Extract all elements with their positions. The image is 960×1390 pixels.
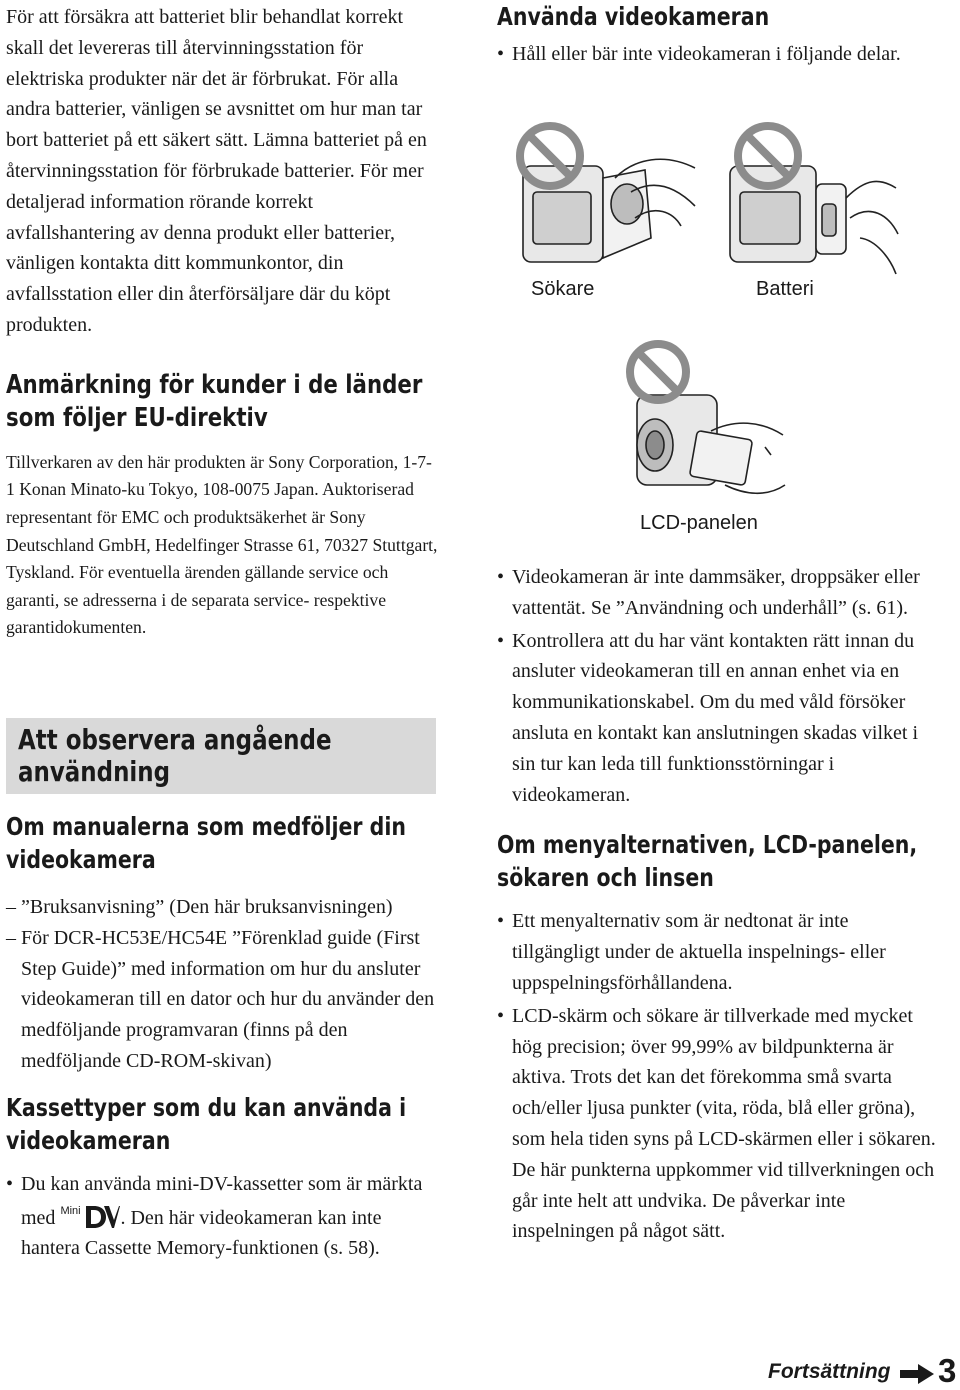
mini-dv-logo: Mini <box>60 1200 120 1230</box>
cassette-heading: Kassettyper som du kan använda i videokameran <box>6 1092 407 1155</box>
camera-battery-illustration <box>720 108 920 278</box>
section-banner: Att observera angående användning <box>6 718 436 794</box>
list-item: • Kontrollera att du har vänt kontakten rätt innan du ansluter videokameran till en annan enhet via en kommunikationskabel. Om du med våld försöker ansluta en kontakt kan anslutningen skadas vilket i sin tur kan leda till funktionsstörningar i videokameran. <box>497 629 919 806</box>
label-lcd: LCD-panelen <box>640 512 758 534</box>
left-column-lower <box>6 810 438 1264</box>
eu-heading: Anmärkning för kunder i de länder som följer EU-direktiv <box>6 369 423 433</box>
camera-heading: Använda videokameran <box>497 2 770 31</box>
hold-bullet: • Håll eller bär inte videokameran i följande delar. <box>497 43 901 65</box>
continue-label: Fortsättning <box>768 1360 891 1383</box>
page-number: 3 <box>938 1352 957 1389</box>
label-battery: Batteri <box>756 278 814 300</box>
list-item: – ”Bruksanvisning” (Den här bruksanvisningen) <box>6 896 393 918</box>
cassette-bullet: • Du kan använda mini-DV-kassetter som är märkta med Mini . Den här videokameran kan inte hantera Cassette Memory-funktionen (s. 58). <box>6 1172 423 1260</box>
list-item: • Ett menyalternativ som är nedtonat är inte tillgängligt under de aktuella inspelnings- eller uppspelningsförhållandena. <box>497 910 886 994</box>
camera-viewfinder-illustration <box>505 108 705 278</box>
arrow-right-icon <box>900 1364 934 1384</box>
list-item: • LCD-skärm och sökare är tillverkade med mycket hög precision; över 99,99% av bildpunkterna är aktiva. Trots det kan det förekomma små svarta och/eller ljusa punkter (vita, röda, blå eller gröna), som hela tiden syns på LCD-skärmen eller i sökaren. De här punkterna uppkommer vid tillverkningen och går inte helt att undvika. De påverkar inte inspelningen på något sätt. <box>497 1004 936 1243</box>
list-item: – För DCR-HC53E/HC54E ”Förenklad guide (First Step Guide)” med information om hur du ansluter videokameran till en dator och hur du använder den medföljande programvaran (finns på den medföljande CD-ROM-skivan) <box>6 926 435 1072</box>
left-column <box>6 0 438 642</box>
camera-lcd-illustration <box>615 335 795 515</box>
manual-list <box>6 892 438 1077</box>
right-column-lower <box>497 562 937 1247</box>
right-column <box>497 0 937 70</box>
manuals-heading: Om manualerna som medföljer din videokamera <box>6 812 406 874</box>
menu-heading: Om menyalternativen, LCD-panelen, sökaren och linsen <box>497 830 918 893</box>
label-viewfinder: Sökare <box>531 278 595 300</box>
battery-paragraph: För att försäkra att batteriet blir behandlat korrekt skall det levereras till återvinningsstation för elektriska produkter när det är förbrukat. För alla andra batterier, vänligen se avsnittet om hur man tar bort batteriet på ett säkert sätt. Lämna batteriet på en återvinningsstation för förbrukade batterier. För mer detaljerad information rörande korrekt avfallshantering av denna produkt eller batterier, vänligen kontakta ditt kommunkontor, din avfallsstation eller din återförsäljare där du köpt produkten. <box>6 6 427 336</box>
list-item: • Videokameran är inte dammsäker, droppsäker eller vattentät. Se ”Användning och underhåll” (s. 61). <box>497 566 920 619</box>
eu-paragraph: Tillverkaren av den här produkten är Sony Corporation, 1-7-1 Konan Minato-ku Tokyo, 108-0075 Japan. Auktoriserad representant för EMC och produktsäkerhet är Sony Deutschland GmbH, Hedelfinger Strasse 61, 70327 Stuttgart, Tyskland. För eventuella ärenden gällande service och garanti, se adresserna i de separata service- respektive garantidokumenten. <box>6 451 438 638</box>
